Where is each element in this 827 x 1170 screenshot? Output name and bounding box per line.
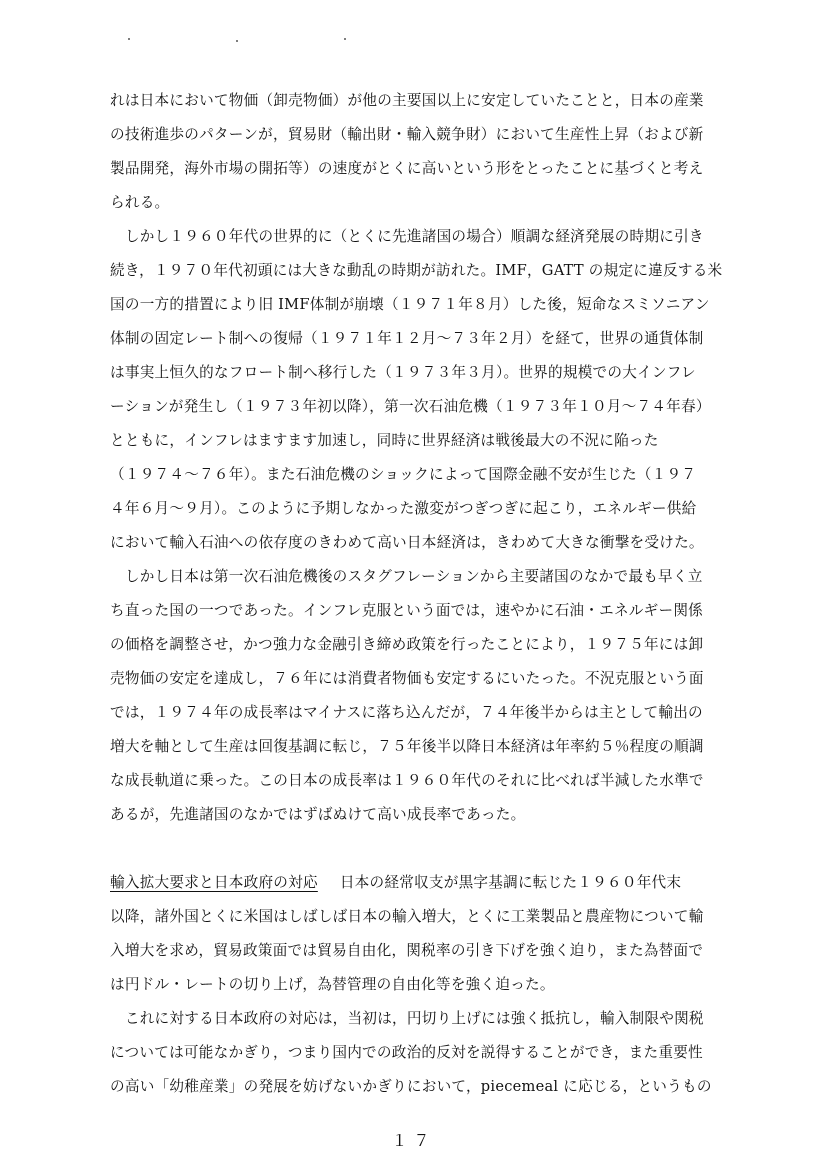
text-line: しかし１９６０年代の世界的に（とくに先進諸国の場合）順調な経済発展の時期に引き — [110, 228, 704, 245]
text-line: の高い「幼稚産業」の発展を妨げないかぎりにおいて，piecemeal に応じる，というもの — [110, 1078, 712, 1095]
scan-speck — [236, 40, 238, 42]
text-line: の技術進歩のパターンが，貿易財（輸出財・輸入競争財）において生産性上昇（および新 — [110, 126, 704, 143]
text-line: は円ドル・レートの切り上げ，為替管理の自由化等を強く迫った。 — [110, 976, 555, 993]
text-line: については可能なかぎり，つまり国内での政治的反対を説得することができ，また重要性 — [110, 1044, 703, 1061]
text-line: 体制の固定レート制への復帰（１９７１年１２月～７３年２月）を経て，世界の通貨体制 — [110, 330, 704, 347]
body-text — [110, 84, 725, 1104]
text-line: ち直った国の一つであった。インフレ克服という面では，速やかに石油・エネルギー関係 — [110, 602, 704, 619]
paragraph — [110, 84, 725, 220]
text-line: 続き，１９７０年代初頭には大きな動乱の時期が訪れた。IMF，GATT の規定に違反する米 — [110, 262, 723, 279]
text-line: ーションが発生し（１９７３年初以降），第一次石油危機（１９７３年１０月～７４年春） — [110, 398, 711, 415]
scan-speck — [128, 38, 130, 40]
text-line: これに対する日本政府の対応は，当初は，円切り上げには強く抵抗し，輸入制限や関税 — [110, 1010, 704, 1027]
text-line: では，１９７４年の成長率はマイナスに落ち込んだが，７４年後半からは主として輸出の — [110, 704, 703, 721]
text-line: 国の一方的措置により旧 IMF体制が崩壊（１９７１年８月）した後，短命なスミソニアン — [110, 296, 710, 313]
text-line: しかし日本は第一次石油危機後のスタグフレーションから主要諸国のなかで最も早く立 — [110, 568, 703, 585]
text-line: は事実上恒久的なフロート制へ移行した（１９７３年３月）。世界的規模での大インフレ — [110, 364, 696, 381]
text-line: な成長軌道に乗った。この日本の成長率は１９６０年代のそれに比べれば半減した水準で — [110, 772, 704, 789]
text-line: ４年６月～９月）。このように予期しなかった激変がつぎつぎに起こり，エネルギー供給 — [110, 500, 697, 517]
text-line: 入増大を求め，貿易政策面では貿易自由化，関税率の引き下げを強く迫り，また為替面で — [110, 942, 704, 959]
text-line: （１９７４～７６年）。また石油危機のショックによって国際金融不安が生じた（１９７ — [110, 466, 697, 483]
section — [110, 866, 725, 1002]
text-line: られる。 — [110, 194, 170, 211]
text-line: 製品開発，海外市場の開拓等）の速度がとくに高いという形をとったことに基づくと考え — [110, 160, 704, 177]
text-line: とともに，インフレはますます加速し，同時に世界経済は戦後最大の不況に陥った — [110, 432, 659, 449]
section-first-line — [110, 866, 725, 900]
section-spacer — [110, 832, 725, 866]
scan-speck — [344, 38, 346, 40]
text-line: あるが，先進諸国のなかではずばぬけて高い成長率であった。 — [110, 806, 526, 823]
paragraph — [110, 220, 725, 560]
text-line: の価格を調整させ，かつ強力な金融引き締め政策を行ったことにより，１９７５年には卸 — [110, 636, 704, 653]
text-line: 増大を軸として生産は回復基調に転じ，７５年後半以降日本経済は年率約５％程度の順調 — [110, 738, 704, 755]
text-line: 以降，諸外国とくに米国はしばしば日本の輸入増大，とくに工業製品と農産物について輸 — [110, 908, 704, 925]
page-number: １７ — [391, 1131, 436, 1150]
section-heading: 輸入拡大要求と日本政府の対応 — [110, 874, 318, 891]
paragraph — [110, 1002, 725, 1104]
text-line: 売物価の安定を達成し，７６年には消費者物価も安定するにいたった。不況克服という面 — [110, 670, 704, 687]
text-line: において輸入石油への依存度のきわめて高い日本経済は，きわめて大きな衝撃を受けた。 — [110, 534, 704, 551]
paragraph — [110, 560, 725, 832]
section-first-line-text: 日本の経常収支が黒字基調に転じた１９６０年代末 — [339, 874, 682, 891]
text-line: れは日本において物価（卸売物価）が他の主要国以上に安定していたことと，日本の産業 — [110, 92, 704, 109]
